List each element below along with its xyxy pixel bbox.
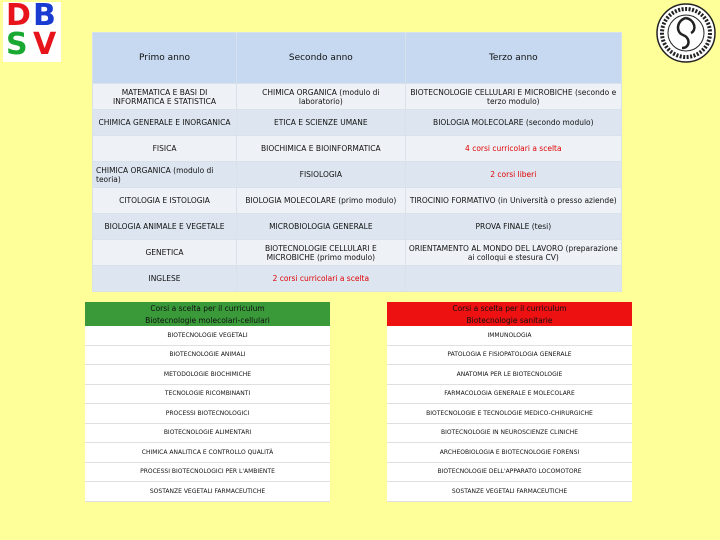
list-item: CHIMICA ANALITICA E CONTROLLO QUALITÀ <box>85 443 330 463</box>
logo-letter-v: V <box>33 27 57 62</box>
list-item: SOSTANZE VEGETALI FARMACEUTICHE <box>85 482 330 502</box>
logo-letter-b: B <box>33 0 56 33</box>
dbsv-logo <box>3 2 61 62</box>
list-item: BIOTECNOLOGIE VEGETALI <box>85 326 330 345</box>
list-item: TECNOLOGIE RICOMBINANTI <box>85 384 330 404</box>
list-item: BIOTECNOLOGIE ALIMENTARI <box>85 423 330 443</box>
table-cell: FISICA <box>93 136 237 162</box>
table-cell: 4 corsi curricolari a scelta <box>405 136 621 162</box>
list-item: METODOLOGIE BIOCHIMICHE <box>85 365 330 385</box>
curriculum-left-subtitle: Biotecnologie molecolari-cellulari <box>85 314 330 326</box>
table-row <box>93 240 622 266</box>
table-cell: FISIOLOGIA <box>237 162 406 188</box>
table-cell: BIOTECNOLOGIE CELLULARI E MICROBICHE (secondo e terzo modulo) <box>405 84 621 110</box>
table-cell: BIOLOGIA MOLECOLARE (secondo modulo) <box>405 110 621 136</box>
table-cell: ORIENTAMENTO AL MONDO DEL LAVORO (preparazione ai colloqui e stesura CV) <box>405 240 621 266</box>
university-seal <box>655 2 717 64</box>
list-item: BIOTECNOLOGIE DELL'APPARATO LOCOMOTORE <box>387 462 632 482</box>
list-item: PROCESSI BIOTECNOLOGICI <box>85 404 330 424</box>
list-item: ANATOMIA PER LE BIOTECNOLOGIE <box>387 365 632 385</box>
table-row <box>93 266 622 292</box>
list-item: PROCESSI BIOTECNOLOGICI PER L'AMBIENTE <box>85 462 330 482</box>
course-table <box>92 32 622 292</box>
table-row <box>93 110 622 136</box>
column-header-year1: Primo anno <box>93 33 237 84</box>
table-cell: CHIMICA ORGANICA (modulo di laboratorio) <box>237 84 406 110</box>
table-row <box>93 136 622 162</box>
table-cell: INGLESE <box>93 266 237 292</box>
table-cell: CHIMICA GENERALE E INORGANICA <box>93 110 237 136</box>
table-row <box>93 84 622 110</box>
table-cell: TIROCINIO FORMATIVO (in Università o presso aziende) <box>405 188 621 214</box>
table-cell: MICROBIOLOGIA GENERALE <box>237 214 406 240</box>
table-cell: BIOTECNOLOGIE CELLULARI E MICROBICHE (primo modulo) <box>237 240 406 266</box>
list-item: FARMACOLOGIA GENERALE E MOLECOLARE <box>387 384 632 404</box>
table-cell: PROVA FINALE (tesi) <box>405 214 621 240</box>
table-cell: MATEMATICA E BASI DI INFORMATICA E STATISTICA <box>93 84 237 110</box>
table-row <box>93 188 622 214</box>
table-row <box>93 162 622 188</box>
logo-letter-s: S <box>6 27 28 62</box>
table-row <box>93 214 622 240</box>
table-cell: BIOCHIMICA E BIOINFORMATICA <box>237 136 406 162</box>
table-cell: GENETICA <box>93 240 237 266</box>
list-item: BIOTECNOLOGIE E TECNOLOGIE MEDICO-CHIRURGICHE <box>387 404 632 424</box>
list-item: BIOTECNOLOGIE IN NEUROSCIENZE CLINICHE <box>387 423 632 443</box>
table-cell: BIOLOGIA MOLECOLARE (primo modulo) <box>237 188 406 214</box>
list-item: BIOTECNOLOGIE ANIMALI <box>85 345 330 365</box>
curriculum-right-subtitle: Biotecnologie sanitarie <box>387 314 632 326</box>
table-cell: 2 corsi curricolari a scelta <box>237 266 406 292</box>
table-cell: BIOLOGIA ANIMALE E VEGETALE <box>93 214 237 240</box>
list-item: ARCHEOBIOLOGIA E BIOTECNOLOGIE FORENSI <box>387 443 632 463</box>
curriculum-right-title: Corsi a scelta per il curriculum <box>387 302 632 314</box>
logo-letter-d: D <box>6 0 31 33</box>
list-item: SOSTANZE VEGETALI FARMACEUTICHE <box>387 482 632 502</box>
column-header-year2: Secondo anno <box>237 33 406 84</box>
list-item: IMMUNOLOGIA <box>387 326 632 345</box>
column-header-year3: Terzo anno <box>405 33 621 84</box>
table-cell: ETICA E SCIENZE UMANE <box>237 110 406 136</box>
table-header-row <box>93 33 622 84</box>
table-cell: CHIMICA ORGANICA (modulo di teoria) <box>93 162 237 188</box>
curriculum-right-table <box>387 302 632 502</box>
table-cell: 2 corsi liberi <box>405 162 621 188</box>
curriculum-left-title: Corsi a scelta per il curriculum <box>85 302 330 314</box>
table-cell <box>405 266 621 292</box>
table-cell: CITOLOGIA E ISTOLOGIA <box>93 188 237 214</box>
curriculum-left-table <box>85 302 330 502</box>
list-item: PATOLOGIA E FISIOPATOLOGIA GENERALE <box>387 345 632 365</box>
